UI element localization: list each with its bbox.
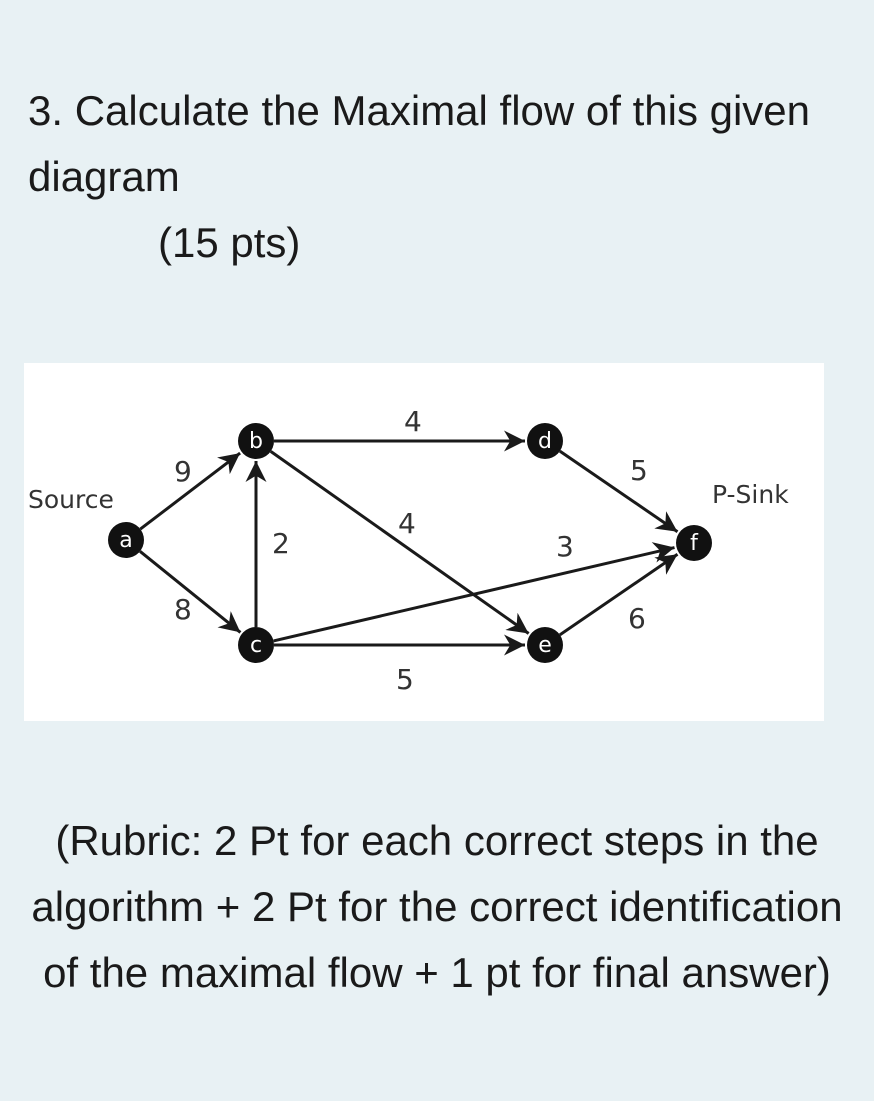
node-label-c: c bbox=[249, 633, 263, 658]
node-e bbox=[527, 627, 563, 663]
nodes-layer bbox=[108, 423, 712, 663]
node-label-b: b bbox=[249, 429, 263, 454]
edge-capacity-c-f: 3 bbox=[556, 530, 574, 563]
edges-layer bbox=[140, 405, 677, 696]
edge-c-f bbox=[274, 548, 675, 641]
node-b bbox=[238, 423, 274, 459]
node-label-a: a bbox=[119, 528, 133, 553]
edge-capacity-d-f: 5 bbox=[630, 454, 648, 487]
edge-capacity-c-e: 5 bbox=[396, 663, 414, 696]
node-label-e: e bbox=[538, 633, 552, 658]
node-label-f: f bbox=[690, 531, 698, 556]
edge-capacity-b-e: 4 bbox=[398, 507, 416, 540]
edge-capacity-e-f: 6 bbox=[628, 602, 646, 635]
node-label-d: d bbox=[538, 429, 552, 454]
rubric-text: (Rubric: 2 Pt for each correct steps in the algorithm + 2 Pt for the correct identification of the maximal flow + 1 pt for final answer) bbox=[31, 817, 843, 996]
node-c bbox=[238, 627, 274, 663]
question-block bbox=[28, 78, 848, 276]
question-points: (15 pts) bbox=[158, 219, 301, 266]
edge-capacity-a-b: 9 bbox=[174, 455, 192, 488]
flow-network-diagram bbox=[24, 363, 824, 721]
source-label: Source bbox=[28, 485, 114, 514]
node-d bbox=[527, 423, 563, 459]
edge-capacity-a-c: 8 bbox=[174, 593, 192, 626]
sink-label: P-Sink bbox=[712, 480, 789, 509]
node-f bbox=[676, 525, 712, 561]
edge-e-f bbox=[560, 554, 678, 635]
edge-capacity-b-d: 4 bbox=[404, 405, 422, 438]
edge-d-f bbox=[560, 451, 678, 532]
node-a bbox=[108, 522, 144, 558]
question-text: 3. Calculate the Maximal flow of this given diagram bbox=[28, 87, 811, 200]
edge-b-e bbox=[271, 451, 529, 633]
edge-capacity-c-b: 2 bbox=[272, 527, 290, 560]
flow-network-svg bbox=[24, 363, 824, 721]
